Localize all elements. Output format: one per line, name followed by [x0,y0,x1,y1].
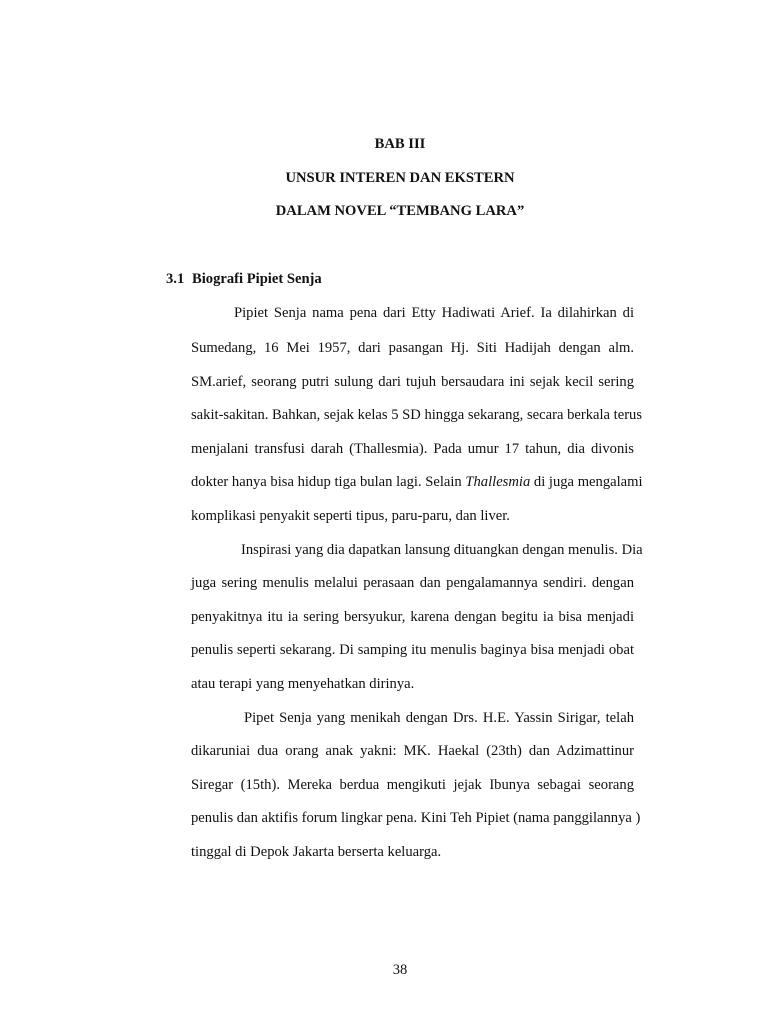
paragraph-1-line-6 [191,472,643,492]
paragraph-1-line-7: komplikasi penyakit seperti tipus, paru-paru, dan liver. [191,508,510,524]
chapter-title-line-2: DALAM NOVEL “TEMBANG LARA” [275,203,525,219]
paragraph-1-line-5: menjalani transfusi darah (Thallesmia). Pada umur 17 tahun, dia divonis [191,441,634,457]
paragraph-1-line-2: Sumedang, 16 Mei 1957, dari pasangan Hj. Siti Hadijah dengan alm. [191,340,634,356]
section-number: 3.1 [166,271,185,287]
paragraph-3-line-1: Pipet Senja yang menikah dengan Drs. H.E. Yassin Sirigar, telah [244,710,634,726]
paragraph-2-line-4: penulis seperti sekarang. Di samping itu menulis baginya bisa menjadi obat [191,642,634,658]
paragraph-2-line-2: juga sering menulis melalui perasaan dan pengalamannya sendiri. dengan [191,575,634,591]
chapter-label: BAB III [374,136,426,152]
section-title: Biografi Pipiet Senja [192,271,322,287]
paragraph-3-line-4: penulis dan aktifis forum lingkar pena. Kini Teh Pipiet (nama panggilannya ) [191,810,641,826]
paragraph-2-line-5: atau terapi yang menyehatkan dirinya. [191,676,415,692]
paragraph-2-line-3: penyakitnya itu ia sering bersyukur, karena dengan begitu ia bisa menjadi [191,609,634,625]
italic-term: Thallesmia [465,474,531,490]
section-heading [166,271,322,288]
paragraph-1-line-4: sakit-sakitan. Bahkan, sejak kelas 5 SD hingga sekarang, secara berkala terus [191,407,643,423]
paragraph-1-line-3: SM.arief, seorang putri sulung dari tujuh bersaudara ini sejak kecil sering [191,374,634,390]
paragraph-3-line-3: Siregar (15th). Mereka berdua mengikuti jejak Ibunya sebagai seorang [191,777,634,793]
paragraph-1-line-6-tail: di juga mengalami [530,474,643,490]
paragraph-3-line-2: dikaruniai dua orang anak yakni: MK. Haekal (23th) dan Adzimattinur [191,743,634,759]
page-number: 38 [392,962,408,978]
paragraph-1-line-1: Pipiet Senja nama pena dari Etty Hadiwati Arief. Ia dilahirkan di [234,305,634,321]
chapter-title-line-1: UNSUR INTEREN DAN EKSTERN [285,170,515,186]
paragraph-1-line-6-text: dokter hanya bisa hidup tiga bulan lagi. Selain [191,474,466,490]
paragraph-2-line-1: Inspirasi yang dia dapatkan lansung dituangkan dengan menulis. Dia [241,542,643,558]
paragraph-3-line-5: tinggal di Depok Jakarta berserta keluarga. [191,844,442,860]
